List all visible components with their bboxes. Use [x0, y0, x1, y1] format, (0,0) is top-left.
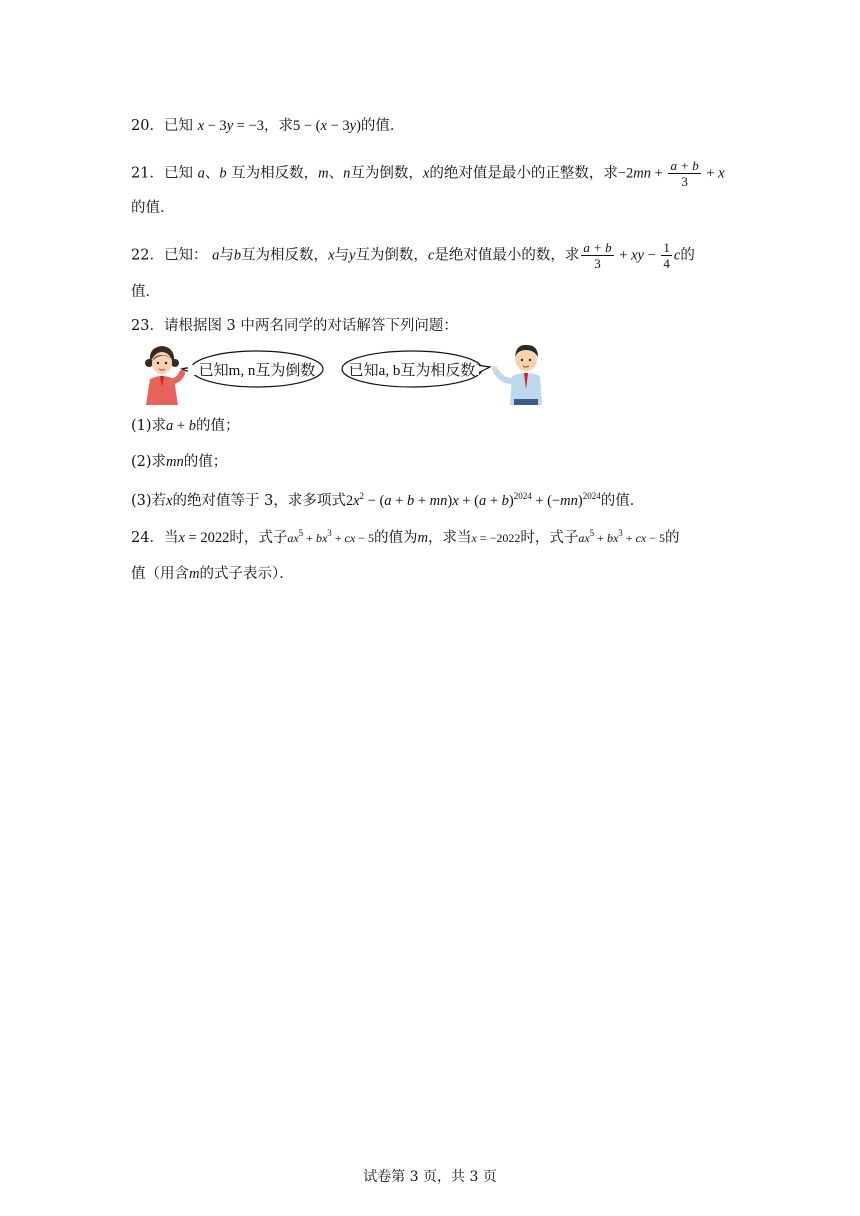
speech-bubble-left: [182, 351, 323, 387]
bubble-left-text: 已知m, n互为倒数: [198, 363, 316, 379]
bubble-right-text: 已知a, b互为相反数: [348, 363, 476, 379]
problem-24: 24．当x = 2022时，式子$ax^5 + bx^3$ + cx − 5的值为m，求当x = −2022时，式子$ax^5 + bx^3$ + cx − 5的: [131, 528, 680, 546]
problem-23-q1: (1)求a + b的值；: [131, 418, 240, 434]
problem-23-q2: (2)求mn的值；: [131, 454, 228, 470]
problem-24-line2: 值（用含m的式子表示）．: [131, 566, 294, 582]
fraction: $\frac{a + b}{3}$: [583, 240, 612, 271]
girl-figure-icon: [145, 346, 184, 405]
problem-23-q3: (3)若x的绝对值等于 3，求多项式$2x^2 - (a + b + mn)x + (a + b)^{2024} + (-mn)^{2024}$的值．: [131, 491, 645, 509]
problem-20: 20．已知 x − 3y = −3，求5 − (x − 3y)的值．: [131, 118, 405, 134]
speech-bubble-right: [342, 351, 490, 387]
problem-21: 21．已知 a、b 互为相反数，m、n互为倒数，x的绝对值是最小的正整数，求−2mn + $\frac{a + b}{3}$ + x: [131, 158, 725, 189]
math-expr: x: [197, 118, 204, 134]
dialogue-figure: [140, 341, 550, 411]
problem-23: 23．请根据图 3 中两名同学的对话解答下列问题：: [131, 318, 458, 334]
page-footer: 试卷第 3 页，共 3 页: [363, 1169, 497, 1185]
problem-22: 22．已知： a与b互为相反数，x与y互为倒数，c是绝对值最小的数，求 $\frac{a + b}{3}$ + xy − $\frac{1}{4}$ c的: [131, 240, 695, 271]
fraction: $\frac{1}{4}$: [663, 240, 670, 271]
dialogue-illustration: [140, 341, 550, 411]
boy-figure-icon: [492, 345, 542, 405]
fraction: $\frac{a + b}{3}$: [670, 158, 699, 189]
problem-22-line2: 值．: [131, 284, 160, 300]
problem-21-line2: 的值．: [131, 200, 175, 216]
